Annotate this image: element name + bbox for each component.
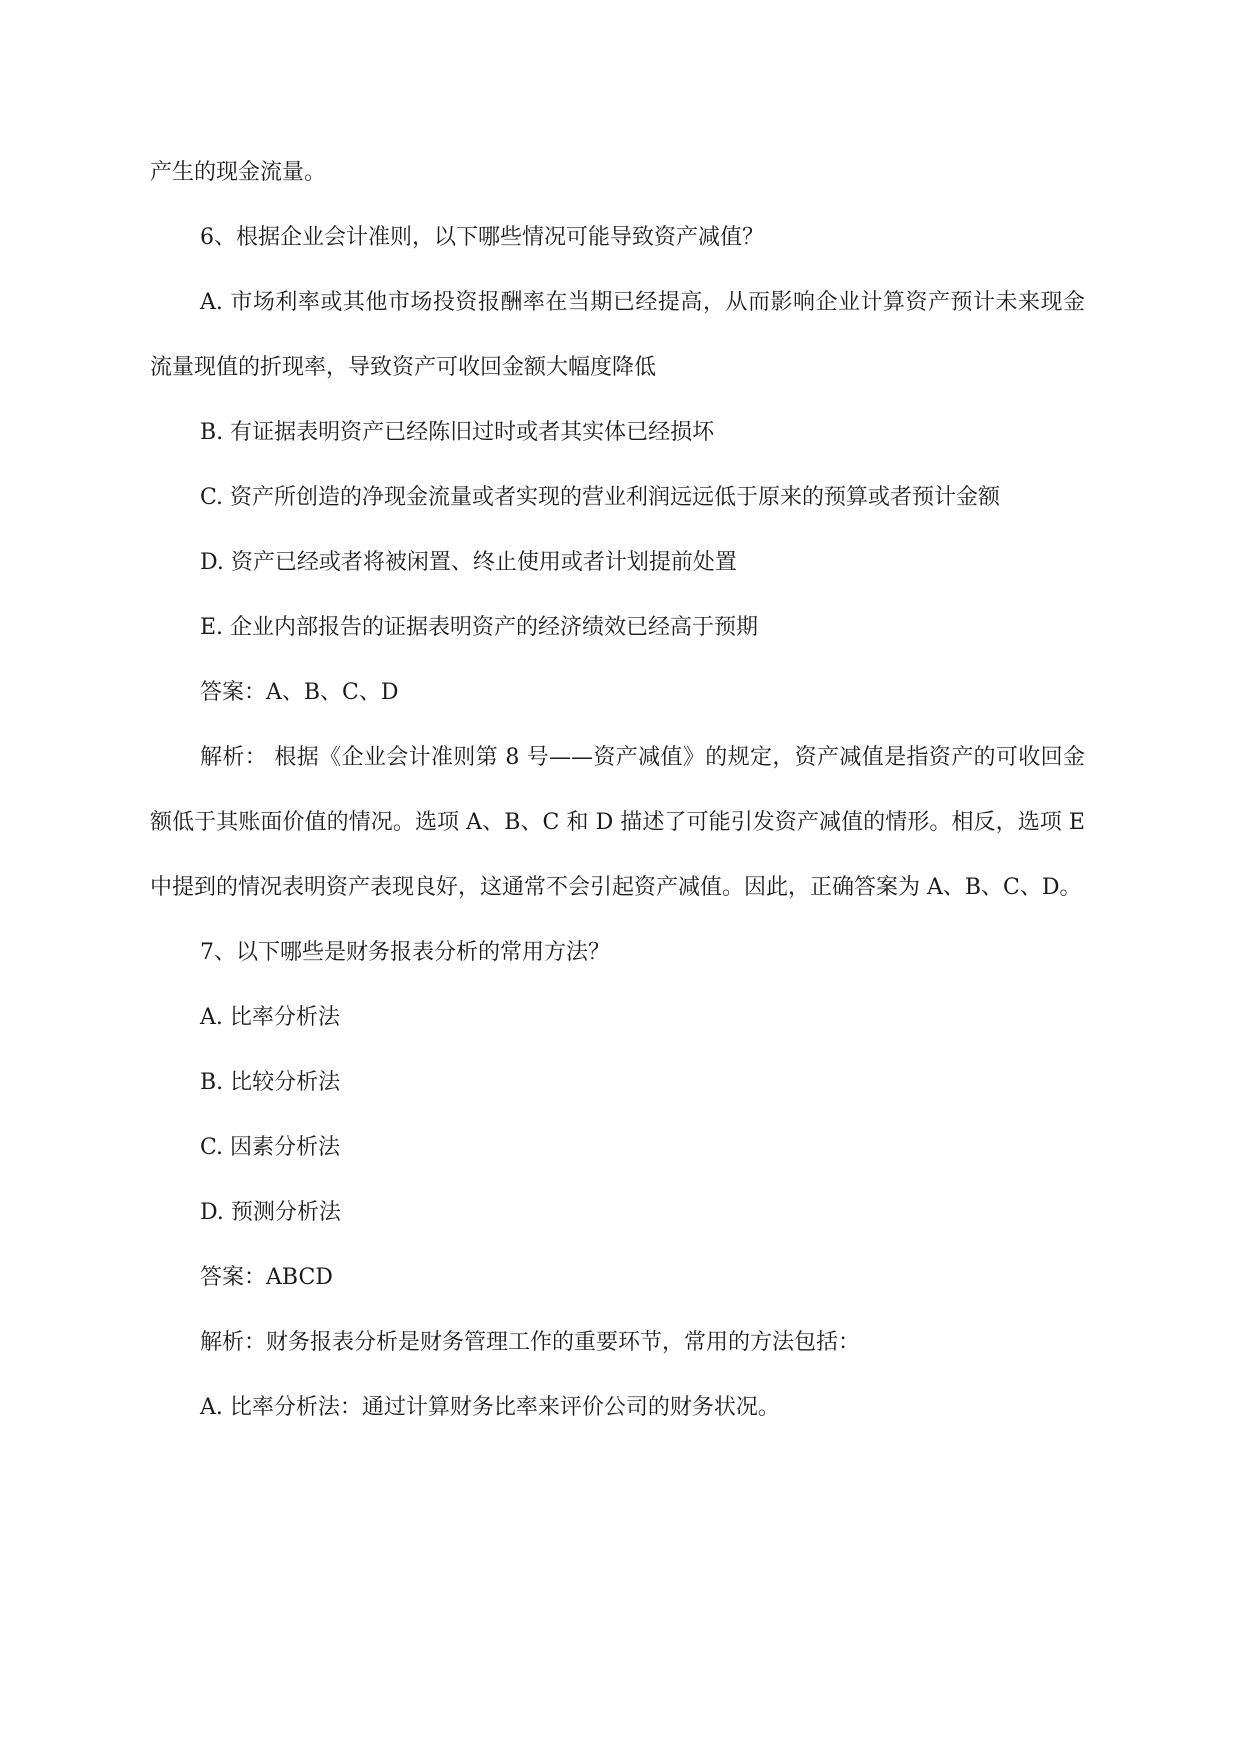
question-6-option-a: A. 市场利率或其他市场投资报酬率在当期已经提高，从而影响企业计算资产预计未来现金流量现值的折现率，导致资产可收回金额大幅度降低 bbox=[150, 290, 1085, 380]
question-6-option-e: E. 企业内部报告的证据表明资产的经济绩效已经高于预期 bbox=[200, 615, 759, 640]
question-7-option-a: A. 比率分析法 bbox=[200, 1005, 340, 1030]
question-7-option-c: C. 因素分析法 bbox=[200, 1135, 341, 1160]
question-6-option-c: C. 资产所创造的净现金流量或者实现的营业利润远远低于原来的预算或者预计金额 bbox=[200, 485, 1001, 510]
question-7-answer: 答案：ABCD bbox=[200, 1265, 333, 1290]
question-6-answer: 答案：A、B、C、D bbox=[200, 680, 399, 705]
question-6-option-d: D. 资产已经或者将被闲置、终止使用或者计划提前处置 bbox=[200, 550, 737, 575]
question-6-explanation: 解析： 根据《企业会计准则第 8 号——资产减值》的规定，资产减值是指资产的可收回金额低于其账面价值的情况。选项 A、B、C 和 D 描述了可能引发资产减值的情形。相反，选项 E 中提到的情况表明资产表现良好，这通常不会引起资产减值。因此，正确答案为 A、B、C、D。 bbox=[150, 745, 1085, 900]
question-7-explanation: 解析：财务报表分析是财务管理工作的重要环节，常用的方法包括： bbox=[200, 1330, 861, 1355]
document-body bbox=[150, 140, 1085, 1440]
question-7: 7、以下哪些是财务报表分析的常用方法？ bbox=[200, 940, 610, 965]
question-7-explanation-item-a: A. 比率分析法：通过计算财务比率来评价公司的财务状况。 bbox=[200, 1395, 780, 1420]
paragraph-continuation: 产生的现金流量。 bbox=[150, 160, 327, 185]
question-6-option-b: B. 有证据表明资产已经陈旧过时或者其实体已经损坏 bbox=[200, 420, 715, 445]
question-7-option-d: D. 预测分析法 bbox=[200, 1200, 341, 1225]
question-6: 6、根据企业会计准则，以下哪些情况可能导致资产减值？ bbox=[200, 225, 764, 250]
question-7-option-b: B. 比较分析法 bbox=[200, 1070, 341, 1095]
